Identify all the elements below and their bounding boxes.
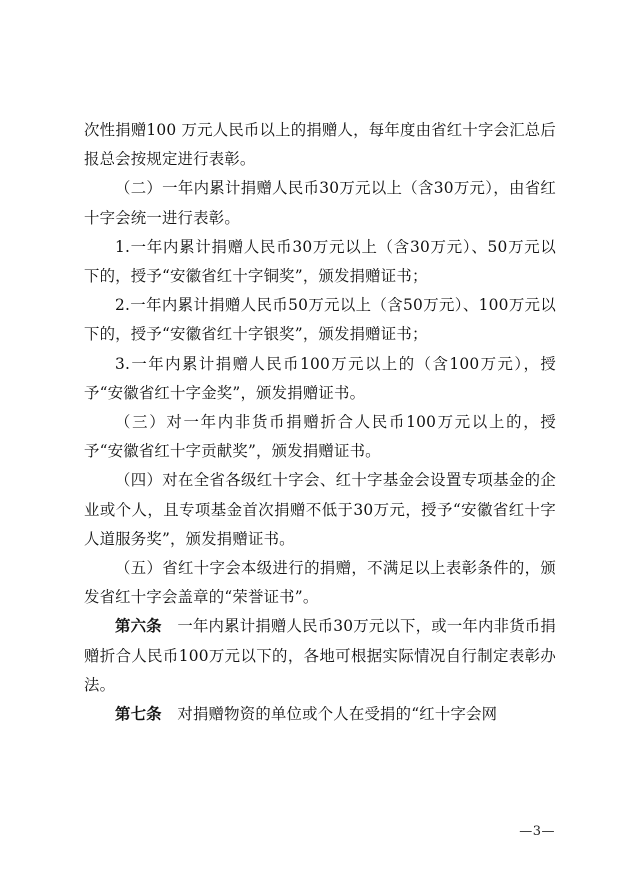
paragraph-text: （五）省红十字会本级进行的捐赠，不满足以上表彰条件的，颁发省红十字会盖章的“荣誉证书”。 xyxy=(84,559,556,607)
paragraph-bronze-award xyxy=(84,233,556,291)
paragraph-text: 次性捐赠100 万元人民币以上的捐赠人，每年度由省红十字会汇总后报总会按规定进行表彰。 xyxy=(84,121,556,169)
paragraph-text: （四）对在全省各级红十字会、红十字基金会设置专项基金的企业或个人，且专项基金首次捐赠不低于30万元，授予“安徽省红十字人道服务奖”，颁发捐赠证书。 xyxy=(84,471,556,548)
paragraph-item-2 xyxy=(84,174,556,232)
paragraph-item-4 xyxy=(84,466,556,554)
paragraph-item-3 xyxy=(84,408,556,466)
body-text xyxy=(84,116,556,729)
paragraph-award-intro-cont xyxy=(84,116,556,174)
paragraph-text: （三）对一年内非货币捐赠折合人民币100万元以上的，授予“安徽省红十字贡献奖”，颁发捐赠证书。 xyxy=(84,413,556,461)
paragraph-gold-award xyxy=(84,350,556,408)
page-number: —3— xyxy=(519,824,555,839)
paragraph-text: 3.一年内累计捐赠人民币100万元以上的（含100万元），授予“安徽省红十字金奖”，颁发捐赠证书。 xyxy=(84,354,556,402)
article-heading: 第七条 xyxy=(115,705,162,724)
paragraph-text: 对捐赠物资的单位或个人在受捐的“红十字会网 xyxy=(161,705,498,724)
paragraph-text: 1.一年内累计捐赠人民币30万元以上（含30万元）、50万元以下的，授予“安徽省红十字铜奖”，颁发捐赠证书； xyxy=(84,237,556,286)
article-heading: 第六条 xyxy=(115,617,162,636)
paragraph-text: 一年内累计捐赠人民币30万元以下，或一年内非货币捐赠折合人民币100万元以下的，各地可根据实际情况自行制定表彰办法。 xyxy=(84,617,556,694)
paragraph-text: （二）一年内累计捐赠人民币30万元以上（含30万元），由省红十字会统一进行表彰。 xyxy=(84,179,556,227)
paragraph-article-7 xyxy=(84,700,556,729)
paragraph-silver-award xyxy=(84,291,556,349)
paragraph-article-6 xyxy=(84,612,556,700)
paragraph-item-5 xyxy=(84,554,556,612)
paragraph-text: 2.一年内累计捐赠人民币50万元以上（含50万元）、100万元以下的，授予“安徽省红十字银奖”，颁发捐赠证书； xyxy=(84,296,556,344)
